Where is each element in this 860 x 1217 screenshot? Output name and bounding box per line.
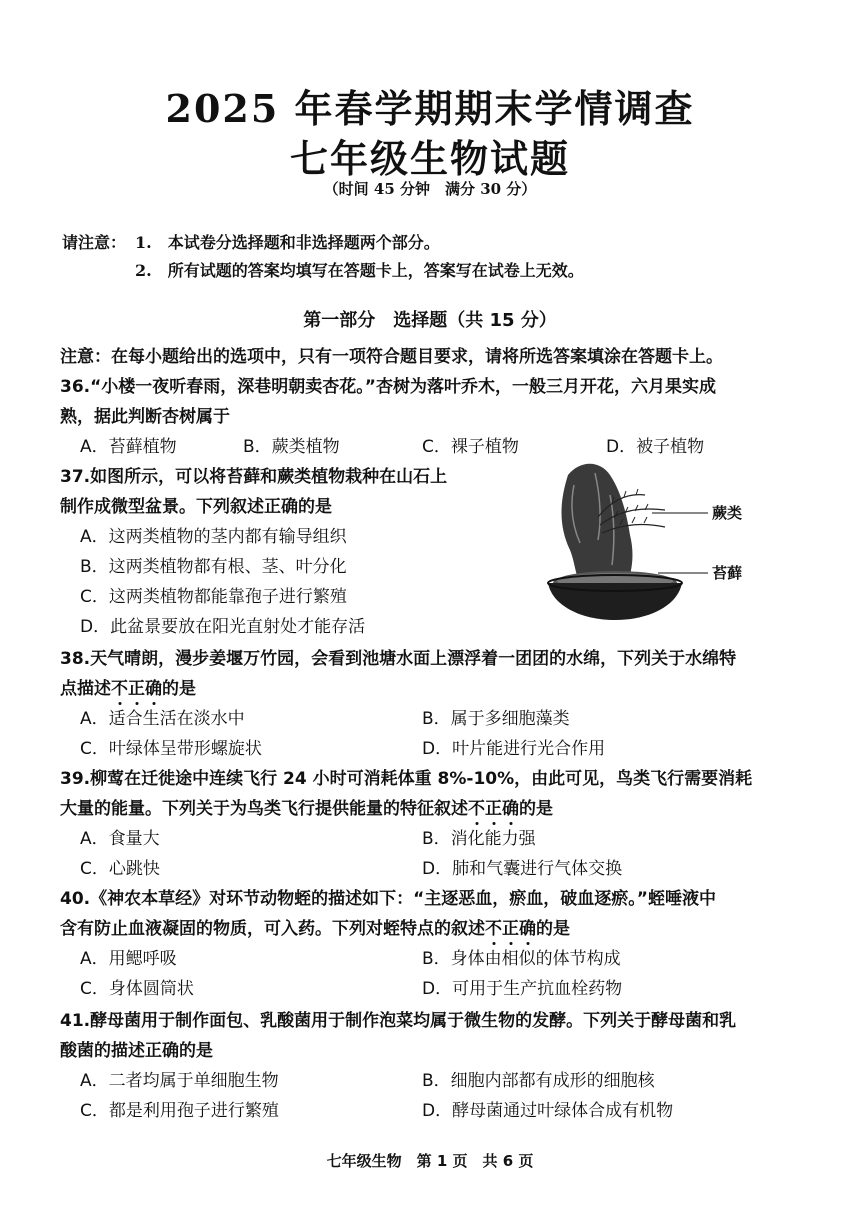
figure-label-fern: 蕨类 xyxy=(712,504,743,522)
q38-stem-end: 的是 xyxy=(162,679,196,699)
q37-option-c: C．这两类植物都能靠孢子进行繁殖 xyxy=(80,587,347,607)
q36-option-a: A．苔藓植物 xyxy=(80,437,177,457)
q40-option-a: A．用鳃呼吸 xyxy=(80,949,177,969)
q38-option-a: A．适合生活在淡水中 xyxy=(80,709,245,729)
question-41-line-1: 41.酵母菌用于制作面包、乳酸菌用于制作泡菜均属于微生物的发酵。下列关于酵母菌和乳 xyxy=(60,1011,737,1031)
q39-option-c: C．心跳快 xyxy=(80,859,160,879)
emphasis-char: 不 xyxy=(485,919,502,939)
q41-option-c: C．都是利用孢子进行繁殖 xyxy=(80,1101,279,1121)
q38-option-c: C．叶绿体呈带形螺旋状 xyxy=(80,739,262,759)
q40-option-d: D．可用于生产抗血栓药物 xyxy=(422,979,623,999)
q36-option-c: C．裸子植物 xyxy=(422,437,519,457)
section-instruction: 注意：在每小题给出的选项中，只有一项符合题目要求，请将所选答案填涂在答题卡上。 xyxy=(60,347,723,367)
q36-option-b: B．蕨类植物 xyxy=(243,437,340,457)
notice-item-2: 2. 所有试题的答案均填写在答题卡上，答案写在试卷上无效。 xyxy=(135,261,584,280)
q39-stem-text: 大量的能量。下列关于为鸟类飞行提供能量的特征叙述 xyxy=(60,799,468,819)
q39-option-b: B．消化能力强 xyxy=(422,829,536,849)
notice-label: 请注意： xyxy=(62,233,127,252)
q40-stem-end: 的是 xyxy=(536,919,570,939)
q39-option-d: D．肺和气囊进行气体交换 xyxy=(422,859,623,879)
q40-option-b: B．身体由相似的体节构成 xyxy=(422,949,621,969)
bonsai-rock-figure xyxy=(540,455,770,625)
notice-item-1: 1. 本试卷分选择题和非选择题两个部分。 xyxy=(135,233,440,252)
page-footer: 七年级生物 第 1 页 共 6 页 xyxy=(326,1152,534,1170)
question-37-line-1: 37.如图所示，可以将苔藓和蕨类植物栽种在山石上 xyxy=(60,467,448,487)
emphasis-char: 正 xyxy=(128,679,145,699)
exam-title: 2025 年春学期期末学情调查 xyxy=(165,86,695,131)
question-40-line-2 xyxy=(60,914,570,939)
question-40-line-1: 40.《神农本草经》对环节动物蛭的描述如下：“主逐恶血，瘀血，破血逐瘀。”蛭唾液中 xyxy=(60,889,716,909)
emphasis-char: 正 xyxy=(502,919,519,939)
emphasis-char: 不 xyxy=(111,679,128,699)
question-38-line-2 xyxy=(60,674,196,699)
q37-option-d: D．此盆景要放在阳光直射处才能存活 xyxy=(80,617,366,637)
q36-option-d: D．被子植物 xyxy=(606,437,705,457)
question-36-line-1: 36.“小楼一夜听春雨，深巷明朝卖杏花。”杏树为落叶乔木，一般三月开花，六月果实成 xyxy=(60,377,716,397)
question-38-line-1: 38.天气晴朗，漫步姜堰万竹园，会看到池塘水面上漂浮着一团团的水绵，下列关于水绵特 xyxy=(60,649,737,669)
q41-option-b: B．细胞内部都有成形的细胞核 xyxy=(422,1071,655,1091)
q39-option-a: A．食量大 xyxy=(80,829,160,849)
emphasis-char: 正 xyxy=(485,799,502,819)
question-36-line-2: 熟，据此判断杏树属于 xyxy=(60,407,230,427)
question-39-line-2 xyxy=(60,794,553,819)
q41-option-a: A．二者均属于单细胞生物 xyxy=(80,1071,279,1091)
section-title: 第一部分 选择题（共 15 分） xyxy=(303,310,557,331)
exam-subject-title: 七年级生物试题 xyxy=(289,137,570,181)
q40-option-c: C．身体圆筒状 xyxy=(80,979,194,999)
q40-stem-text: 含有防止血液凝固的物质，可入药。下列对蛭特点的叙述 xyxy=(60,919,485,939)
q37-option-b: B．这两类植物都有根、茎、叶分化 xyxy=(80,557,347,577)
exam-time-score: （时间 45 分钟 满分 30 分） xyxy=(323,180,537,198)
emphasis-char: 确 xyxy=(519,919,536,939)
figure-label-moss: 苔藓 xyxy=(712,564,743,582)
q38-option-d: D．叶片能进行光合作用 xyxy=(422,739,606,759)
emphasis-char: 不 xyxy=(468,799,485,819)
question-39-line-1: 39.柳莺在迁徙途中连续飞行 24 小时可消耗体重 8%-10%，由此可见，鸟类飞行需要消耗 xyxy=(60,769,753,789)
q39-stem-end: 的是 xyxy=(519,799,553,819)
emphasis-char: 确 xyxy=(502,799,519,819)
emphasis-char: 确 xyxy=(145,679,162,699)
question-37-line-2: 制作成微型盆景。下列叙述正确的是 xyxy=(60,497,332,517)
q41-option-d: D．酵母菌通过叶绿体合成有机物 xyxy=(422,1101,674,1121)
q38-option-b: B．属于多细胞藻类 xyxy=(422,709,570,729)
q37-option-a: A．这两类植物的茎内都有输导组织 xyxy=(80,527,347,547)
question-41-line-2: 酸菌的描述正确的是 xyxy=(60,1041,213,1061)
q38-stem-text: 点描述 xyxy=(60,679,111,699)
